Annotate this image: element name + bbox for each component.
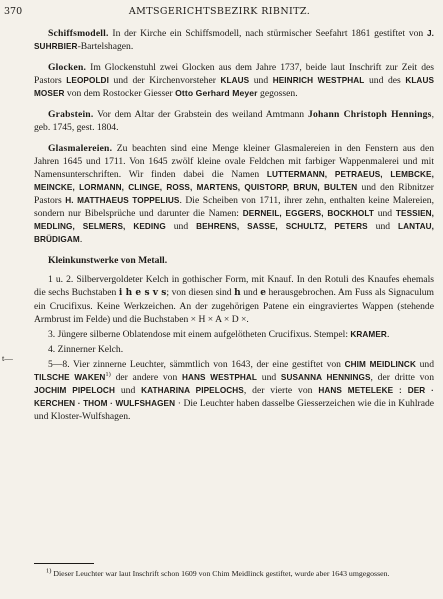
page-number: 370: [4, 6, 23, 17]
person-name: LANTAU, BRÜDIGAM: [34, 222, 435, 244]
person-name: TILSCHE WAKEN: [34, 373, 106, 382]
text: . Die Scheiben von 1711, ihrer zehn, enthalten keine Malereien, sondern nur Bibelsprüche und darunter die Namen:: [34, 195, 434, 219]
text: , der dritte von: [370, 372, 435, 383]
text: gegossen.: [257, 88, 298, 99]
text: 3. Jüngere silberne Oblatendose mit einem aufgelötheten Crucifixus. Stempel:: [48, 329, 351, 340]
paragraph-glasmalereien: [34, 142, 434, 246]
text: der andere von: [110, 372, 182, 383]
inscription: HANS METELEKE : DER · KERCHEN · THOM · WULFSHAGEN: [34, 386, 434, 408]
text: herausgebrochen. Am Fuss als Signaculum ein Crucifixus. Keine Werkzeichen. An der zugehörigen Patene ein eingraviertes Wappen (stehende Armbrust im Felde) und die Buchstaben × H × A × D ×.: [34, 287, 435, 325]
paragraph-oblatendose: [34, 328, 434, 341]
text: -Bartelshagen.: [77, 41, 134, 52]
section-heading: Schiffsmodell.: [48, 28, 109, 39]
text: und: [415, 359, 434, 370]
person-name: HEINRICH WESTPHAL: [272, 76, 365, 85]
text: ; von diesen sind: [166, 287, 235, 298]
text: Vor dem Altar der Grabstein des weiland Amtmann: [93, 109, 308, 120]
person-name: DERNEIL, EGGERS, BOCKHOLT: [242, 209, 374, 218]
footnote-ref: 1): [105, 370, 111, 378]
person-name: KLAUS: [220, 76, 250, 85]
paragraph-grabstein: [34, 108, 434, 134]
fraktur-letter: e: [260, 288, 266, 298]
section-heading: Glasmalereien.: [48, 143, 113, 154]
text: , der vierte von: [243, 385, 319, 396]
footnote-mark: 1): [46, 567, 52, 575]
person-name: HANS WESTPHAL: [181, 373, 258, 382]
text: und der Kirchenvorsteher: [108, 75, 221, 86]
footnote-text: Dieser Leuchter war laut Inschrift schon 1609 von Chim Meidlinck gestiftet, wurde aber 1643 umgegossen.: [51, 569, 390, 578]
text: und: [249, 75, 273, 86]
person-name: Otto Gerhard Meyer: [175, 88, 258, 98]
text: und: [240, 287, 261, 298]
text: · Die Leuchter haben dasselbe Giesserzeichen wie die in Kuhlrade und Kloster-Wulfshagen.: [34, 398, 435, 422]
text: und: [373, 208, 396, 219]
person-name: TESSIEN, MEDLING, SELMERS, KEDING: [34, 209, 435, 231]
person-name: KLAUS MOSER: [34, 76, 435, 98]
fraktur-letter: h: [234, 288, 241, 298]
person-name: BEHRENS, SASSE, SCHULTZ, PETERS: [196, 222, 368, 231]
person-name: JOCHIM PIPELOCH: [34, 386, 115, 395]
section-heading: Glocken.: [48, 62, 87, 73]
person-name: CHIM MEIDLINCK: [344, 360, 416, 369]
person-name: KATHARINA PIPELOCHS: [141, 386, 244, 395]
text: und: [257, 372, 281, 383]
text: Zu beachten sind eine Menge kleiner Glasmalereien in den Fenstern aus den Jahren 1645 und 1711. Von 1645 zwölf kleine ovale Feldchen mit farbiger Wappenmalerei und mit Namensunterschriften. Wir finden dabei die Namen: [34, 143, 434, 180]
paragraph-kelch: [34, 273, 434, 326]
text: 1 u. 2. Silbervergoldeter Kelch in gothischer Form, mit Knauf. In den Rotuli des Knaufes ehemals die sechs Buchstaben: [34, 274, 434, 298]
maker-stamp: KRAMER: [350, 330, 387, 339]
text: Im Glockenstuhl zwei Glocken aus dem Jahre 1737, beide laut Inschrift zur Zeit des Pastors: [34, 62, 434, 86]
text: und des: [364, 75, 406, 86]
person-name: SUSANNA HENNINGS: [280, 373, 371, 382]
page-header: [4, 5, 435, 19]
person-name: LEOPOLDI: [66, 76, 109, 85]
text: 5—8. Vier zinnerne Leuchter, sämmtlich von 1643, der eine gestiftet von: [48, 359, 345, 370]
person-name: LUTTERMANN, PETRAEUS, LEMBCKE, MEINCKE, LORMANN, CLINGE, ROSS, MARTENS, QUISTORP, BRUN, BULTEN: [34, 170, 434, 192]
text: und: [165, 221, 197, 232]
footnote-rule: [34, 563, 94, 564]
section-title-kleinkunstwerke: Kleinkunstwerke von Metall.: [48, 255, 168, 266]
page-body: [34, 27, 434, 425]
text: , geb. 1745, gest. 1804.: [34, 109, 435, 133]
text: 4. Zinnerner Kelch.: [48, 344, 124, 355]
margin-note: t—: [2, 353, 13, 363]
fraktur-letters: i h e s v s: [118, 288, 167, 298]
person-name: Johann Christoph Hennings: [307, 109, 432, 120]
text: .: [386, 329, 390, 340]
footnote: [34, 568, 434, 579]
text: und: [367, 221, 398, 232]
paragraph-schiffsmodell: [34, 27, 434, 53]
running-title: AMTSGERICHTSBEZIRK RIBNITZ.: [128, 6, 311, 17]
person-name: J. SUHRBIER: [34, 29, 434, 51]
paragraph-glocken: [34, 61, 434, 100]
text: .: [79, 234, 83, 245]
text: und den Ribnitzer Pastors: [34, 182, 434, 206]
paragraph-leuchter: [34, 358, 434, 423]
text: von dem Rostocker Giesser: [64, 88, 176, 99]
section-heading: Grabstein.: [48, 109, 94, 120]
person-name: H. MATTHAEUS TOPPELIUS: [65, 196, 180, 205]
text: und: [114, 385, 142, 396]
text: In der Kirche ein Schiffsmodell, nach stürmischer Seefahrt 1861 gestiftet von: [108, 28, 427, 39]
paragraph-zinnerner-kelch: [34, 343, 434, 356]
